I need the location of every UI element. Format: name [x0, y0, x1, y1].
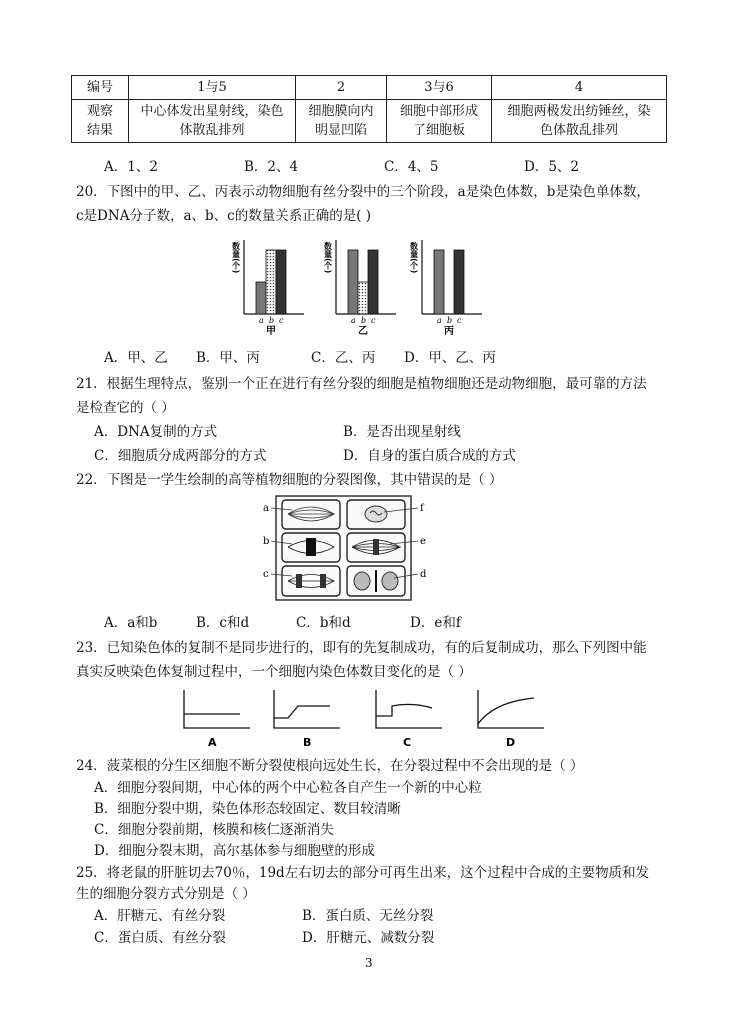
graph-label-d: D — [506, 736, 516, 749]
diagram-label-a: a — [263, 503, 269, 514]
table-cell: 细胞膜向内 明显凹陷 — [296, 100, 387, 143]
y-axis-label: 数量(个) — [323, 242, 333, 274]
q25-option-a: A．肝糖元、有丝分裂 — [94, 908, 226, 924]
bar-a — [434, 250, 444, 314]
chart-title: 乙 — [358, 326, 368, 337]
q21-text-line2: 是检查它的（ ） — [76, 400, 175, 416]
bar-a — [348, 250, 358, 314]
bar-b — [358, 282, 368, 314]
q23-text-line2: 真实反映染色体复制过程中，一个细胞内染色体数目变化的是（ ） — [76, 664, 472, 680]
tick-label-c: c — [279, 316, 284, 325]
bar-c — [454, 250, 464, 314]
q25-text-line1: 25．将老鼠的肝脏切去70％，19d左右切去的部分可再生出来，这个过程中合成的主要物质和发 — [76, 865, 650, 881]
y-axis-label: 数量(个) — [409, 242, 419, 274]
q24-option-d: D．细胞分裂末期，高尔基体参与细胞壁的形成 — [94, 843, 375, 859]
q20-text-line1: 20．下图中的甲、乙、丙表示动物细胞有丝分裂中的三个阶段，a是染色体数，b是染色单体数， — [76, 184, 650, 200]
table-cell: 细胞两极发出纺锤丝，染 色体散乱排列 — [492, 100, 667, 143]
table-column-header: 2 — [296, 76, 387, 100]
q22-text-line1: 22．下图是一学生绘制的高等植物细胞的分裂图像，其中错误的是（ ） — [76, 472, 503, 488]
chart-yi — [324, 240, 397, 337]
observation-table — [71, 75, 667, 143]
bar-c — [276, 250, 286, 314]
q24-option-c: C．细胞分裂前期，核膜和核仁逐渐消失 — [94, 822, 334, 838]
diagram-label-f: f — [420, 503, 424, 514]
q23-graphs — [178, 688, 553, 750]
table-header-row — [72, 76, 667, 100]
table-result-row — [72, 100, 667, 143]
q22-option-c: C．b和d — [296, 615, 351, 631]
q20-option-b: B．甲、丙 — [196, 350, 260, 366]
q22-option-a: A．a和b — [104, 615, 158, 631]
table-row-label: 观察 结果 — [72, 100, 129, 143]
tick-label-c: c — [457, 316, 462, 325]
q20-option-a: A．甲、乙 — [104, 350, 168, 366]
tick-label-b: b — [361, 316, 367, 325]
tick-label-b: b — [269, 316, 275, 325]
q25-option-b: B．蛋白质、无丝分裂 — [302, 908, 434, 924]
tick-label-a: a — [437, 316, 442, 325]
graph-label-b: B — [303, 736, 312, 749]
diagram-label-e: e — [420, 536, 426, 547]
q25-option-c: C．蛋白质、有丝分裂 — [94, 930, 226, 946]
tick-label-a: a — [351, 316, 356, 325]
tick-label-a: a — [259, 316, 264, 325]
q21-text-line1: 21．根据生理特点，鉴别一个正在进行有丝分裂的细胞是植物细胞还是动物细胞，最可靠的方法 — [76, 376, 647, 392]
q19-option-b: B．2、4 — [244, 159, 299, 175]
q22-option-d: D．e和f — [410, 615, 461, 631]
q24-option-b: B．细胞分裂中期，染色体形态较固定、数目较清晰 — [94, 801, 401, 817]
table-column-header: 4 — [492, 76, 667, 100]
q21-option-c: C．细胞质分成两部分的方式 — [94, 448, 267, 464]
chart-bing — [410, 240, 483, 337]
chart-jia — [232, 240, 305, 337]
q19-option-a: A．1、2 — [104, 159, 158, 175]
diagram-label-d: d — [420, 569, 427, 580]
bar-a — [256, 282, 266, 314]
q24-option-a: A．细胞分裂间期，中心体的两个中心粒各自产生一个新的中心粒 — [94, 780, 482, 796]
bar-c — [368, 250, 378, 314]
page-number: 3 — [365, 956, 373, 970]
q25-option-d: D．肝糖元、减数分裂 — [302, 930, 435, 946]
q20-bar-charts — [230, 234, 505, 342]
bar-b — [266, 250, 276, 314]
table-column-header: 1与5 — [129, 76, 296, 100]
chart-title: 丙 — [444, 326, 454, 337]
diagram-label-c: c — [263, 569, 269, 580]
tick-label-b: b — [447, 316, 453, 325]
table-header-label: 编号 — [72, 76, 129, 100]
graph-label-a: A — [208, 736, 217, 749]
chart-title: 甲 — [266, 326, 276, 337]
q24-text-line1: 24．菠菜根的分生区细胞不断分裂使根向远处生长，在分裂过程中不会出现的是（ ） — [76, 758, 584, 774]
table-cell: 中心体发出星射线，染色 体散乱排列 — [129, 100, 296, 143]
q20-option-d: D．甲、乙、丙 — [404, 350, 496, 366]
q20-option-c: C．乙、丙 — [311, 350, 376, 366]
q21-option-b: B．是否出现星射线 — [343, 424, 461, 440]
q23-text-line1: 23．已知染色体的复制不是同步进行的，即有的先复制成功，有的后复制成功，那么下列图中能 — [76, 640, 647, 656]
y-axis-label: 数量(个) — [231, 242, 241, 274]
q21-option-d: D．自身的蛋白质合成的方式 — [343, 448, 516, 464]
plant-cell-division-diagram — [262, 494, 430, 604]
graph-label-c: C — [403, 736, 412, 749]
q22-option-b: B．c和d — [196, 615, 250, 631]
q21-option-a: A．DNA复制的方式 — [94, 424, 218, 440]
diagram-label-b: b — [263, 536, 270, 547]
q20-text-line2: c是DNA分子数，a、b、c的数量关系正确的是( ) — [76, 208, 372, 224]
table-column-header: 3与6 — [387, 76, 492, 100]
q19-option-d: D．5、2 — [524, 159, 580, 175]
q25-text-line2: 生的细胞分裂方式分别是（ ） — [76, 886, 256, 902]
q19-option-c: C．4、5 — [384, 159, 439, 175]
tick-label-c: c — [371, 316, 376, 325]
table-cell: 细胞中部形成 了细胞板 — [387, 100, 492, 143]
